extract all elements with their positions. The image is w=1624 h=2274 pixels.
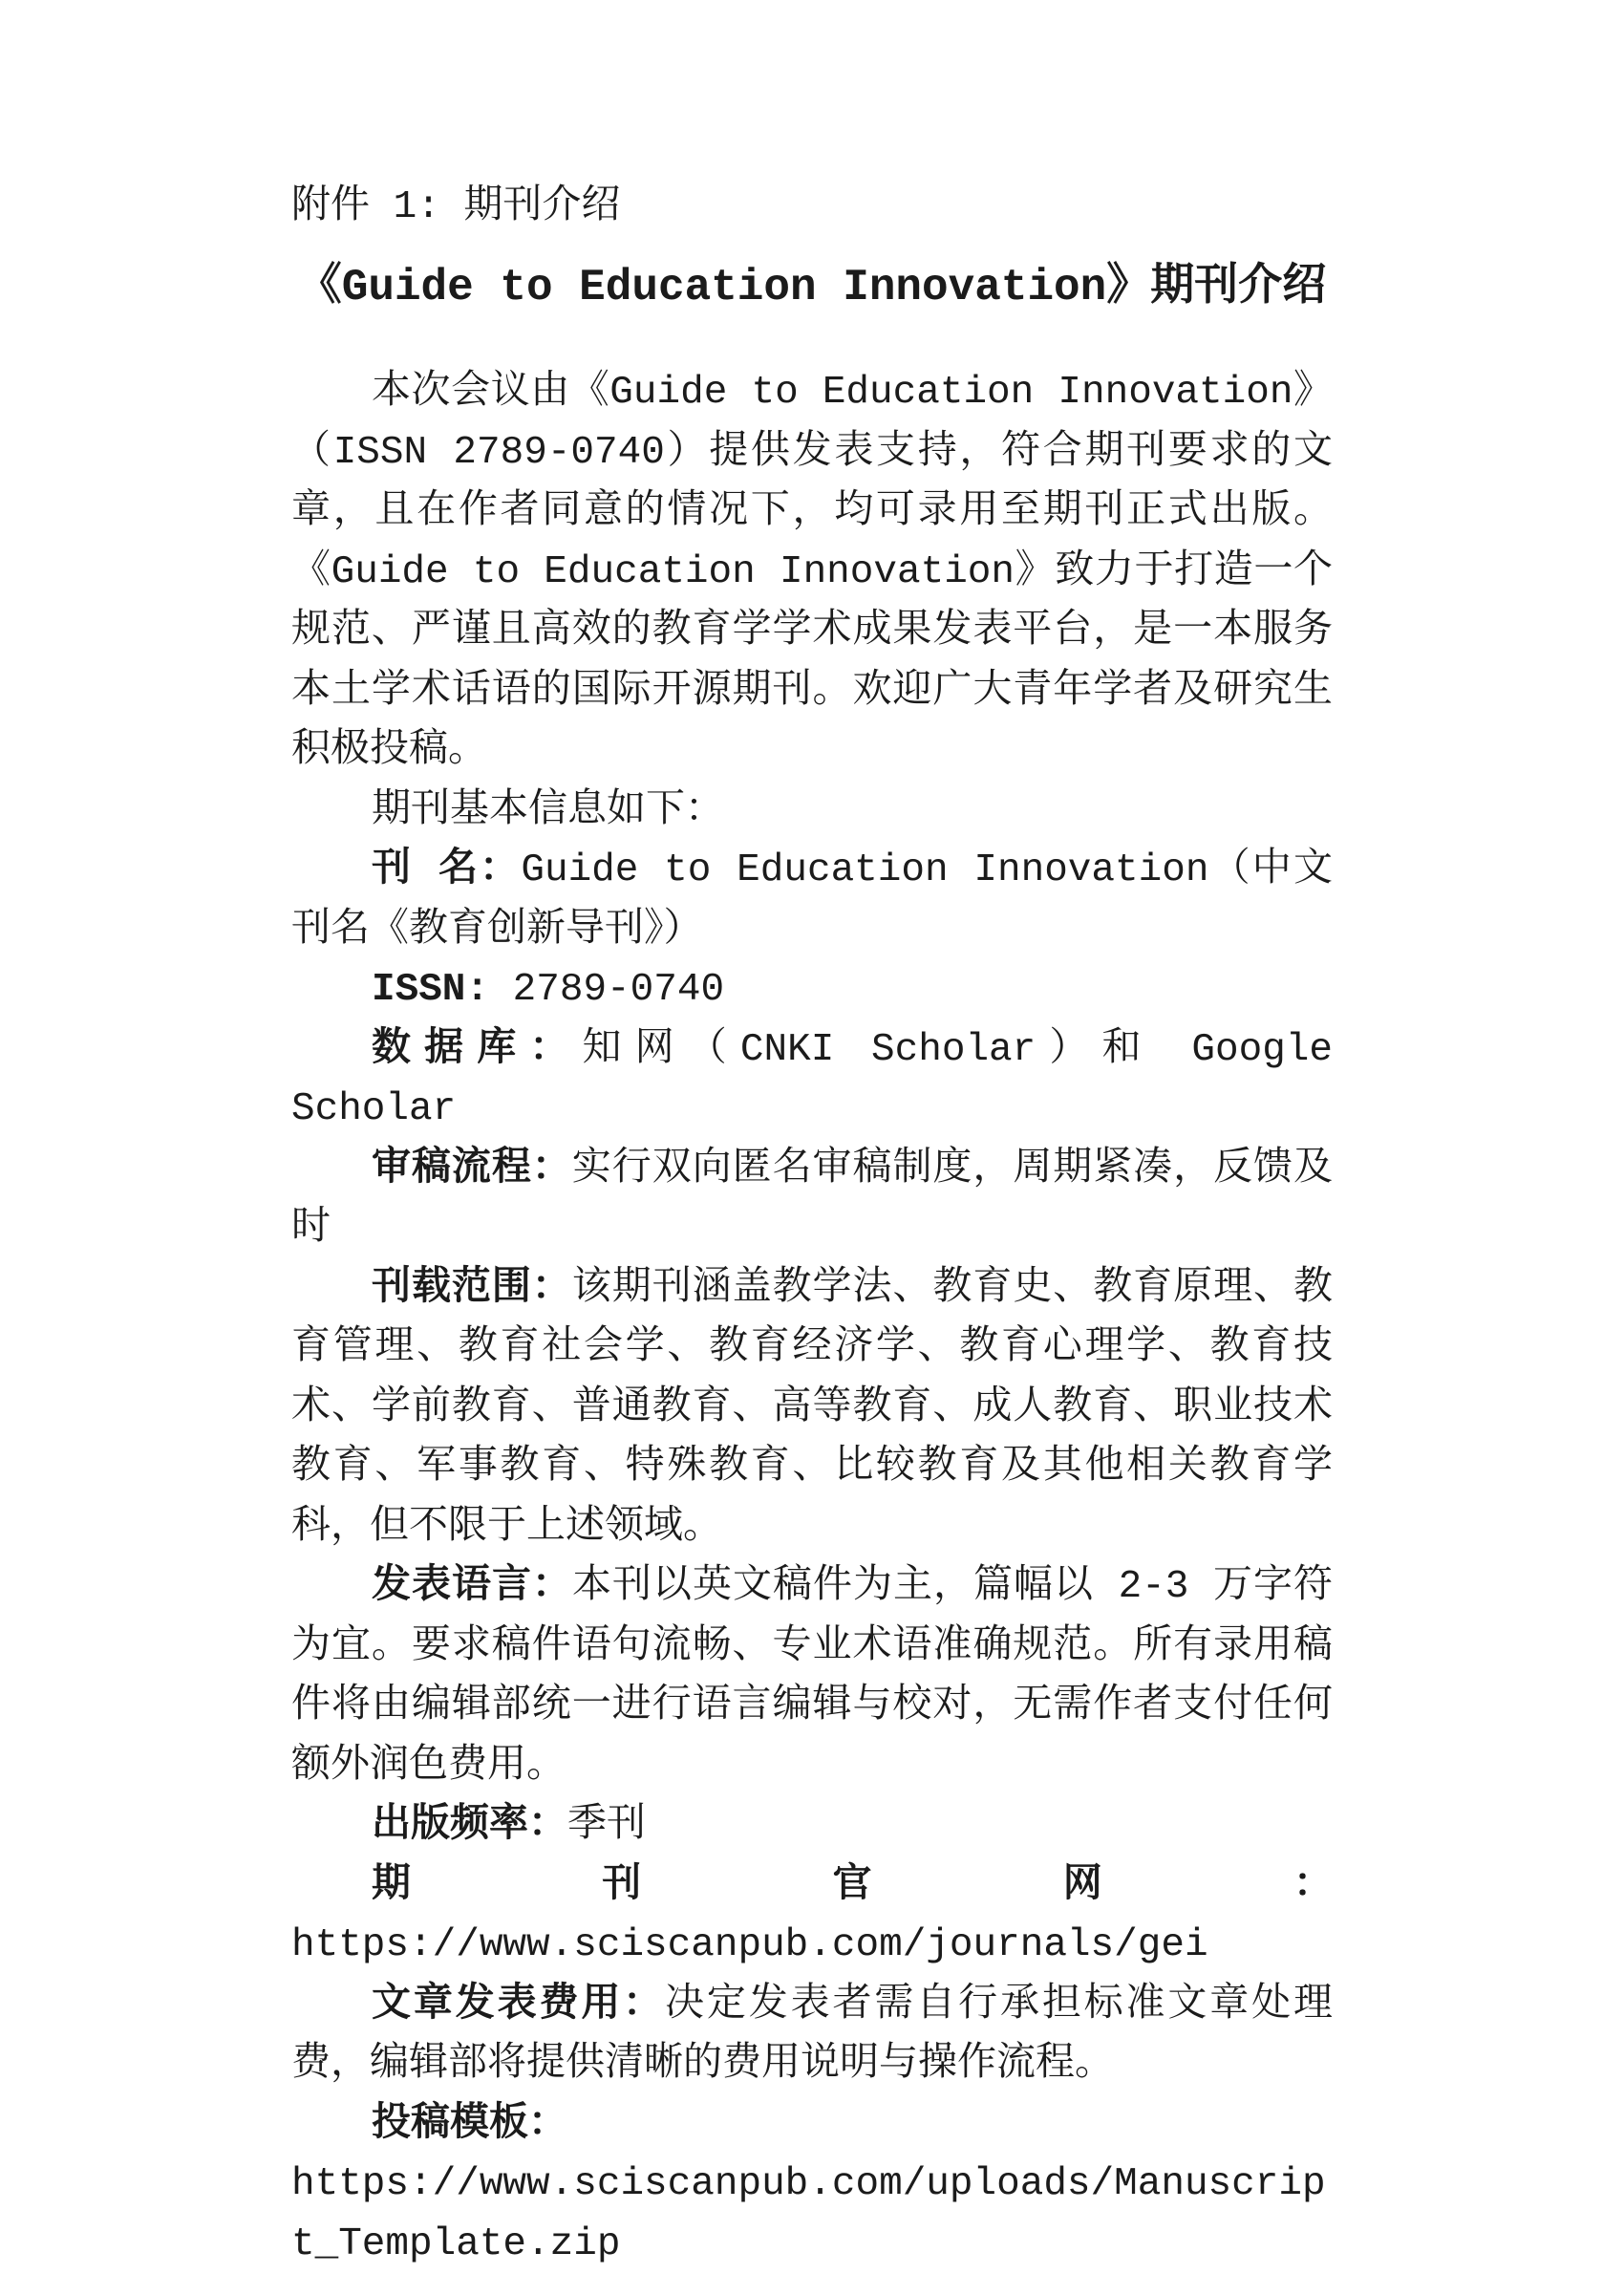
field-website xyxy=(291,1856,1333,1976)
field-journal-name-value: Guide to Education Innovation（中文刊名《教育创新导刊》） xyxy=(291,848,1333,953)
field-review-process-label: 审稿流程： xyxy=(372,1147,572,1191)
field-database-label: 数据库： xyxy=(372,1027,583,1072)
info-intro-line: 期刊基本信息如下： xyxy=(372,788,724,833)
template-download-url: https://www.sciscanpub.com/uploads/Manuscript_Template.zip xyxy=(291,2162,1326,2266)
field-scope xyxy=(291,1259,1333,1558)
field-template-heading-label: 投稿模板： xyxy=(372,2102,567,2147)
intro-paragraph: 本次会议由《Guide to Education Innovation》（ISSN 2789-0740）提供发表支持，符合期刊要求的文章，且在作者同意的情况下，均可录用至期刊正式出版。《Guide to Education Innovation》致力于打造一个规范、严谨且高效的教育学学术成果发表平台，是一本服务本土学术话语的国际开源期刊。欢迎广大青年学者及研究生积极投稿。 xyxy=(291,371,1333,773)
field-template-heading xyxy=(291,2095,1333,2156)
field-review-process-value: 实行双向匿名审稿制度，周期紧凑，反馈及时 xyxy=(291,1147,1334,1251)
field-language-value: 本刊以英文稿件为主，篇幅以 2-3 万字符为宜。要求稿件语句流畅、专业术语准确规范。所有录用稿件将由编辑部统一进行语言编辑与校对，无需作者支付任何额外润色费用。 xyxy=(291,1565,1333,1789)
field-website-label: 期刊官网： xyxy=(372,1863,1333,1908)
field-scope-value: 该期刊涵盖教学法、教育史、教育原理、教育管理、教育社会学、教育经济学、教育心理学、教育技术、学前教育、普通教育、高等教育、成人教育、职业技术教育、军事教育、特殊教育、比较教育及其他相关教育学科，但不限于上述领域。 xyxy=(291,1266,1334,1550)
field-scope-label: 刊载范围： xyxy=(372,1266,572,1311)
attachment-note: 附件 1: 期刊介绍 xyxy=(291,185,621,229)
field-issn xyxy=(291,960,1333,1020)
field-apc-value: 决定发表者需自行承担标准文章处理费，编辑部将提供清晰的费用说明与操作流程。 xyxy=(291,1983,1333,2087)
field-language xyxy=(291,1557,1333,1796)
field-journal-name xyxy=(291,841,1333,960)
field-issn-value: 2789-0740 xyxy=(489,968,725,1012)
field-database xyxy=(291,1020,1333,1140)
field-frequency-value: 季刊 xyxy=(567,1804,646,1848)
field-language-label: 发表语言： xyxy=(372,1565,572,1609)
field-journal-name-label: 刊 名： xyxy=(372,848,522,892)
field-frequency xyxy=(291,1796,1333,1856)
field-apc xyxy=(291,1976,1333,2095)
field-frequency-label: 出版频率： xyxy=(372,1804,567,1848)
page-title: 《Guide to Education Innovation》期刊介绍 xyxy=(297,263,1327,312)
field-apc-label: 文章发表费用： xyxy=(372,1983,666,2027)
field-review-process xyxy=(291,1140,1333,1259)
document-body xyxy=(291,363,1333,2274)
field-database-value: 知网（CNKI Scholar）和 Google Scholar xyxy=(291,1027,1334,1131)
field-website-url: https://www.sciscanpub.com/journals/gei xyxy=(291,1923,1208,1967)
document-content xyxy=(291,185,1333,2274)
field-issn-label: ISSN: xyxy=(372,968,490,1012)
